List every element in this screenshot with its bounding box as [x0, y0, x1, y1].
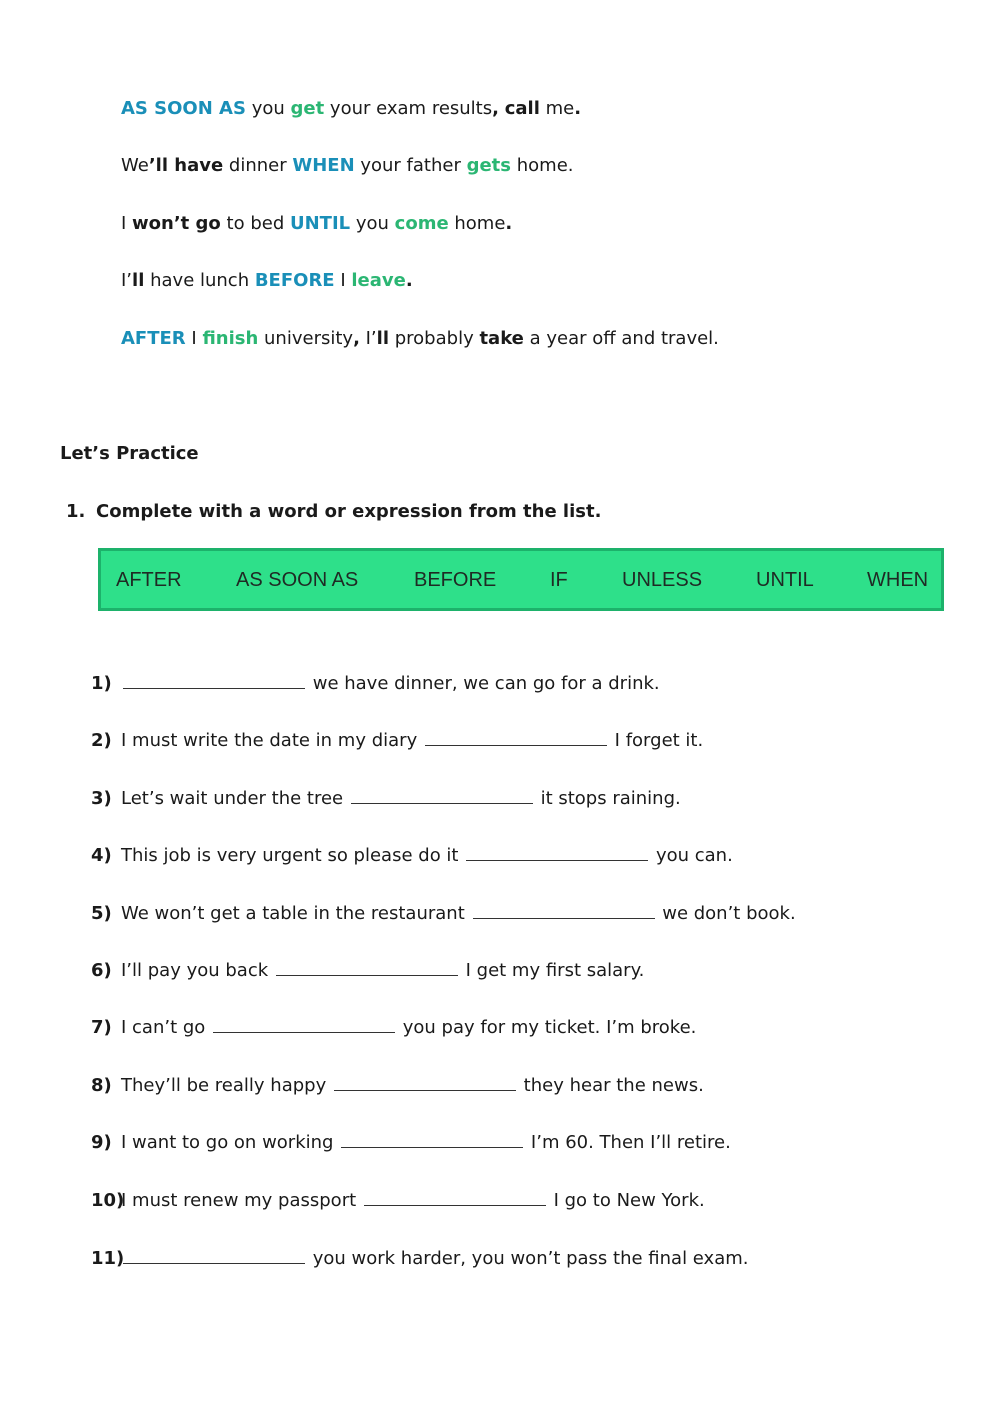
item-text-after: it stops raining.: [534, 788, 681, 809]
sentence-text: university: [258, 328, 354, 349]
item-number: 6): [91, 960, 112, 981]
item-number: 11): [91, 1248, 125, 1269]
item-text-before: I must renew my passport: [121, 1190, 362, 1211]
example-sentence: [121, 269, 413, 293]
exercise-item: [91, 672, 660, 696]
sentence-text: I: [334, 270, 352, 291]
word-list-box: [98, 548, 944, 611]
sentence-text: ,: [492, 98, 499, 119]
sentence-text: I: [121, 213, 133, 234]
sentence-text: take: [479, 328, 524, 349]
conjunction-keyword: AS SOON AS: [121, 98, 246, 119]
item-text-after: we don’t book.: [656, 903, 796, 924]
item-number: 3): [91, 788, 112, 809]
exercise-item: [91, 844, 733, 868]
sentence-text: a year off and travel.: [523, 328, 719, 349]
item-number: 5): [91, 903, 112, 924]
conjunction-keyword: WHEN: [292, 155, 355, 176]
sentence-text: ll: [376, 328, 390, 349]
answer-blank[interactable]: [473, 902, 655, 919]
conjunction-keyword: UNTIL: [289, 213, 351, 234]
item-text-before: I must write the date in my diary: [121, 730, 423, 751]
item-text-before: I can’t go: [121, 1017, 212, 1038]
item-text-before: This job is very urgent so please do it: [121, 845, 465, 866]
word-option: AFTER: [116, 569, 182, 591]
sentence-text: .: [505, 213, 513, 234]
item-number: 4): [91, 845, 112, 866]
exercise-item: [91, 729, 703, 753]
answer-blank[interactable]: [351, 787, 533, 804]
sentence-text: probably: [389, 328, 480, 349]
answer-blank[interactable]: [213, 1016, 395, 1033]
task-number: 1.: [66, 501, 86, 522]
item-text-before: They’ll be really happy: [121, 1075, 332, 1096]
answer-blank[interactable]: [276, 959, 458, 976]
answer-blank[interactable]: [341, 1131, 523, 1148]
exercise-item: [91, 1016, 696, 1040]
item-number: 2): [91, 730, 112, 751]
answer-blank[interactable]: [466, 844, 648, 861]
verb-keyword: get: [290, 98, 325, 119]
item-text-after: you pay for my ticket. I’m broke.: [397, 1017, 697, 1038]
sentence-text: home: [448, 213, 506, 234]
exercise-item: [91, 959, 644, 983]
word-option: WHEN: [867, 569, 929, 591]
item-text-after: I’m 60. Then I’ll retire.: [525, 1132, 731, 1153]
answer-blank[interactable]: [334, 1074, 516, 1091]
word-option: BEFORE: [414, 569, 497, 591]
verb-keyword: leave: [351, 270, 406, 291]
exercise-item: [91, 1247, 749, 1271]
sentence-text: won’t go: [132, 213, 221, 234]
item-text-after: you work harder, you won’t pass the final exam.: [307, 1248, 749, 1269]
answer-blank[interactable]: [123, 672, 305, 689]
item-text-before: We won’t get a table in the restaurant: [121, 903, 471, 924]
sentence-text: I’: [121, 270, 133, 291]
sentence-text: you: [245, 98, 291, 119]
word-option: UNTIL: [756, 569, 814, 591]
conjunction-keyword: AFTER: [121, 328, 186, 349]
verb-keyword: come: [394, 213, 449, 234]
word-option: UNLESS: [622, 569, 703, 591]
example-sentence: [121, 327, 719, 351]
sentence-text: to bed: [220, 213, 290, 234]
sentence-text: I’: [359, 328, 377, 349]
exercise-item: [91, 1131, 731, 1155]
practice-heading: Let’s Practice: [60, 443, 199, 464]
answer-blank[interactable]: [425, 729, 607, 746]
sentence-text: your exam results: [324, 98, 493, 119]
example-sentence: [121, 97, 581, 121]
item-text-before: I want to go on working: [121, 1132, 340, 1153]
item-text-after: they hear the news.: [517, 1075, 704, 1096]
sentence-text: have lunch: [144, 270, 255, 291]
sentence-text: .: [405, 270, 413, 291]
example-sentence: [121, 154, 574, 178]
item-number: 9): [91, 1132, 112, 1153]
exercise-item: [91, 1074, 704, 1098]
verb-keyword: gets: [466, 155, 512, 176]
verb-keyword: finish: [202, 328, 259, 349]
item-number: 10): [91, 1190, 125, 1211]
task-text: Complete with a word or expression from the list.: [96, 501, 602, 522]
item-text-before: I’ll pay you back: [121, 960, 274, 981]
sentence-text: me: [539, 98, 575, 119]
conjunction-keyword: BEFORE: [254, 270, 335, 291]
sentence-text: you: [350, 213, 395, 234]
sentence-text: ’ll have: [148, 155, 224, 176]
sentence-text: We: [121, 155, 149, 176]
task-instruction: [66, 501, 601, 522]
exercise-item: [91, 787, 681, 811]
sentence-text: I: [185, 328, 203, 349]
item-number: 1): [91, 673, 112, 694]
sentence-text: .: [574, 98, 582, 119]
item-text-before: Let’s wait under the tree: [121, 788, 349, 809]
word-option: AS SOON AS: [236, 569, 359, 591]
sentence-text: your father: [354, 155, 467, 176]
item-text-after: we have dinner, we can go for a drink.: [307, 673, 660, 694]
word-option: IF: [550, 569, 568, 591]
item-text-after: I go to New York.: [547, 1190, 705, 1211]
sentence-text: dinner: [223, 155, 293, 176]
sentence-text: home.: [511, 155, 574, 176]
sentence-text: call: [504, 98, 540, 119]
answer-blank[interactable]: [123, 1247, 305, 1264]
example-sentence: [121, 212, 512, 236]
item-text-after: I forget it.: [608, 730, 704, 751]
sentence-text: ll: [132, 270, 145, 291]
item-text-after: I get my first salary.: [459, 960, 645, 981]
item-number: 8): [91, 1075, 112, 1096]
exercise-item: [91, 902, 796, 926]
item-text-after: you can.: [650, 845, 733, 866]
answer-blank[interactable]: [364, 1189, 546, 1206]
sentence-text: ,: [353, 328, 360, 349]
item-number: 7): [91, 1017, 112, 1038]
exercise-item: [91, 1189, 705, 1213]
